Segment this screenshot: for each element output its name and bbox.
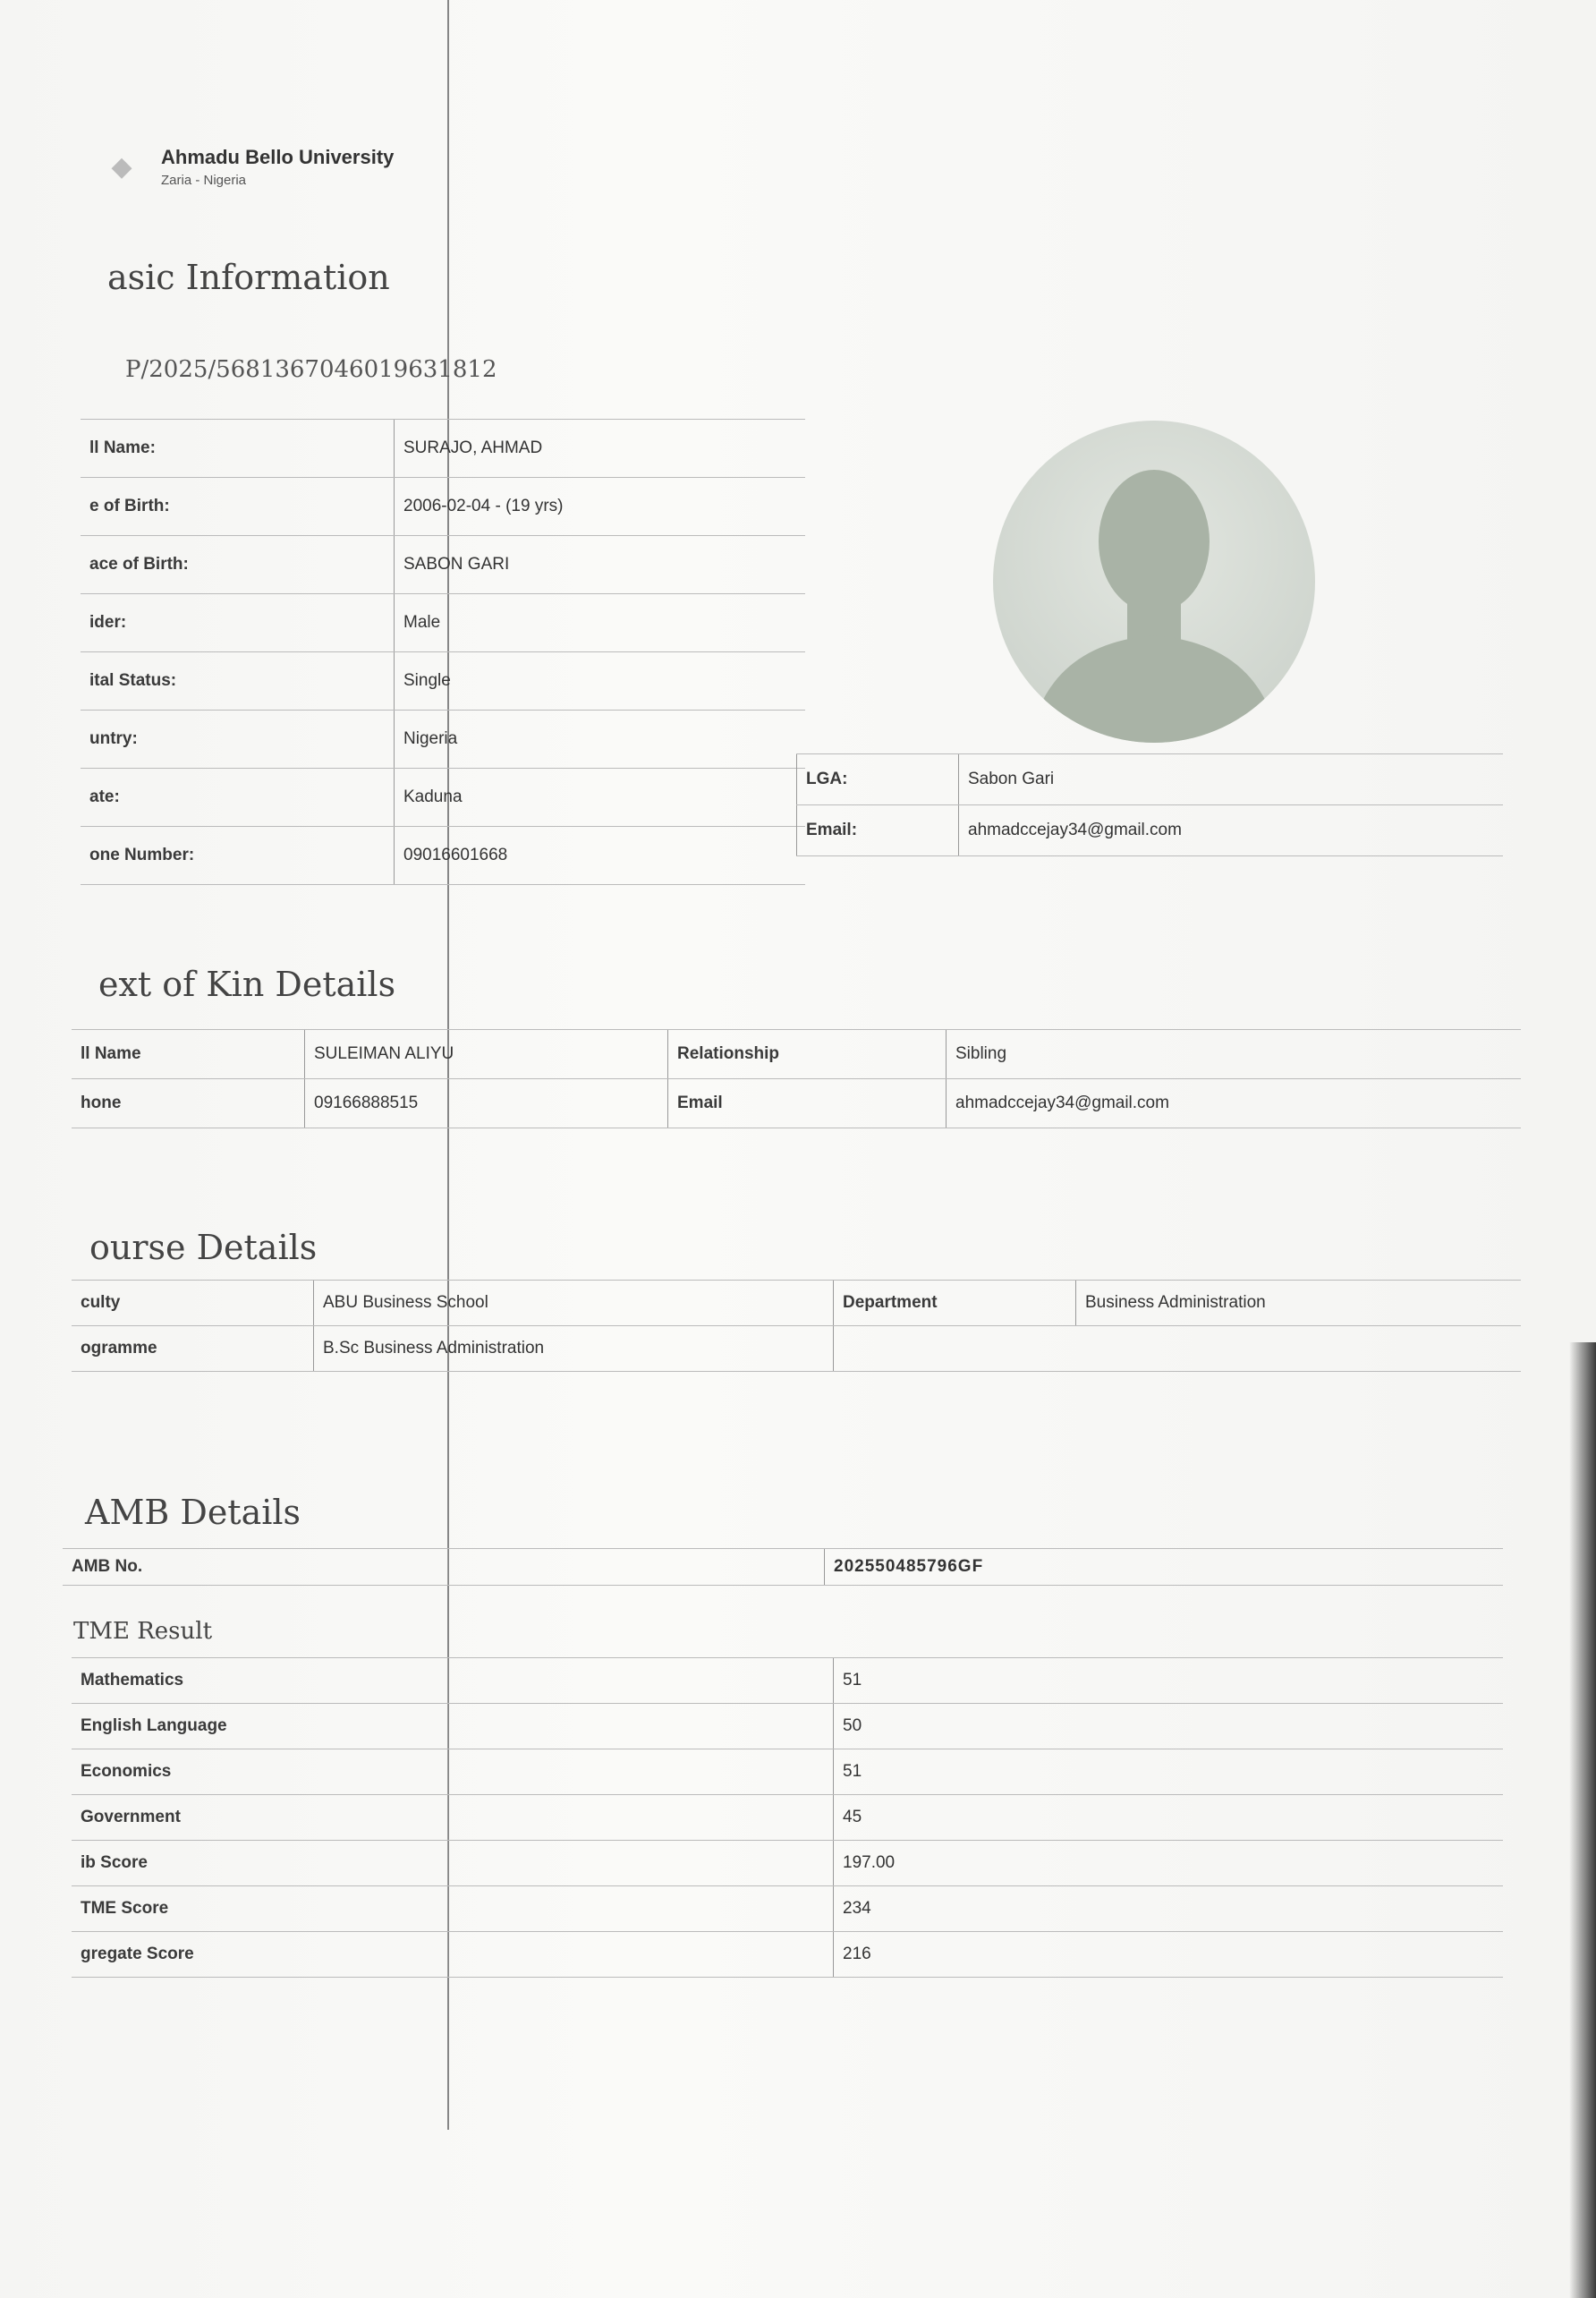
date-of-birth-label: e of Birth:	[81, 478, 395, 536]
programme-label: ogramme	[72, 1326, 314, 1372]
kin-phone-label: hone	[72, 1079, 305, 1128]
full-name-value: SURAJO, AHMAD	[395, 420, 806, 478]
marital-status-value: Single	[395, 652, 806, 711]
utme-score-label: TME Score	[72, 1886, 448, 1932]
table-row	[72, 1326, 1521, 1372]
english-language-label: English Language	[72, 1704, 448, 1749]
place-of-birth-label: ace of Birth:	[81, 536, 395, 594]
lga-value: Sabon Gari	[959, 754, 1504, 805]
university-header	[98, 143, 394, 190]
table-row	[72, 1795, 1503, 1841]
mathematics-label: Mathematics	[72, 1658, 448, 1704]
lga-email-table	[796, 753, 1503, 856]
table-row	[81, 536, 805, 594]
gender-label: ider:	[81, 594, 395, 652]
table-row	[72, 1704, 1503, 1749]
kin-phone-value: 09166888515	[305, 1079, 668, 1128]
country-label: untry:	[81, 711, 395, 769]
table-row	[81, 711, 805, 769]
table-row	[72, 1886, 1503, 1932]
state-label: ate:	[81, 769, 395, 827]
jamb-number-value: 202550485796GF	[825, 1549, 1504, 1586]
next-of-kin-title: ext of Kin Details	[98, 965, 396, 1004]
table-row	[72, 1658, 1503, 1704]
table-row	[81, 420, 805, 478]
person-silhouette-icon	[993, 421, 1315, 743]
phone-number-value: 09016601668	[395, 827, 806, 885]
utme-score-value: 234	[834, 1886, 1504, 1932]
email-label: Email:	[797, 805, 959, 856]
table-row	[81, 769, 805, 827]
marital-status-label: ital Status:	[81, 652, 395, 711]
email-value: ahmadccejay34@gmail.com	[959, 805, 1504, 856]
table-row	[72, 1841, 1503, 1886]
table-row	[72, 1030, 1521, 1079]
table-row	[72, 1079, 1521, 1128]
jamb-score-value: 197.00	[834, 1841, 1504, 1886]
place-of-birth-value: SABON GARI	[395, 536, 806, 594]
department-value: Business Administration	[1076, 1281, 1522, 1326]
utme-result-heading: TME Result	[73, 1618, 213, 1645]
government-score: 45	[834, 1795, 1504, 1841]
aggregate-score-label: gregate Score	[72, 1932, 448, 1978]
kin-email-label: Email	[668, 1079, 947, 1128]
government-label: Government	[72, 1795, 448, 1841]
table-row	[72, 1749, 1503, 1795]
relationship-label: Relationship	[668, 1030, 947, 1079]
kin-name-value: SULEIMAN ALIYU	[305, 1030, 668, 1079]
basic-information-title: asic Information	[107, 258, 390, 297]
state-value: Kaduna	[395, 769, 806, 827]
course-details-table	[72, 1280, 1521, 1372]
mathematics-score: 51	[834, 1658, 1504, 1704]
department-label: Department	[834, 1281, 1076, 1326]
date-of-birth-value: 2006-02-04 - (19 yrs)	[395, 478, 806, 536]
table-row	[797, 754, 1504, 805]
table-row	[63, 1549, 1503, 1586]
faculty-label: culty	[72, 1281, 314, 1326]
table-row	[81, 594, 805, 652]
table-row	[81, 478, 805, 536]
english-language-score: 50	[834, 1704, 1504, 1749]
university-name: Ahmadu Bello University	[161, 145, 395, 168]
university-location: Zaria - Nigeria	[161, 172, 247, 188]
faculty-value: ABU Business School	[314, 1281, 834, 1326]
programme-value: B.Sc Business Administration	[314, 1326, 834, 1372]
full-name-label: ll Name:	[81, 420, 395, 478]
economics-label: Economics	[72, 1749, 448, 1795]
table-row	[81, 827, 805, 885]
next-of-kin-table	[72, 1029, 1521, 1128]
utme-result-table	[72, 1657, 1503, 1978]
course-details-title: ourse Details	[89, 1228, 318, 1267]
relationship-value: Sibling	[947, 1030, 1522, 1079]
lga-label: LGA:	[797, 754, 959, 805]
basic-information-table	[81, 419, 805, 885]
kin-email-value: ahmadccejay34@gmail.com	[947, 1079, 1522, 1128]
jamb-details-title: AMB Details	[85, 1493, 301, 1532]
economics-score: 51	[834, 1749, 1504, 1795]
table-row	[72, 1281, 1521, 1326]
university-crest-icon: ◆	[111, 151, 132, 182]
application-reference: P/2025/56813670460196318​12	[125, 356, 497, 383]
table-row	[797, 805, 1504, 856]
aggregate-score-value: 216	[834, 1932, 1504, 1978]
table-row	[81, 652, 805, 711]
jamb-number-table	[63, 1548, 1503, 1586]
jamb-score-label: ib Score	[72, 1841, 448, 1886]
table-row	[72, 1932, 1503, 1978]
passport-photo	[993, 421, 1315, 743]
country-value: Nigeria	[395, 711, 806, 769]
phone-number-label: one Number:	[81, 827, 395, 885]
kin-name-label: ll Name	[72, 1030, 305, 1079]
page-edge-shadow	[1569, 1342, 1596, 2298]
gender-value: Male	[395, 594, 806, 652]
jamb-number-label: AMB No.	[63, 1549, 448, 1586]
